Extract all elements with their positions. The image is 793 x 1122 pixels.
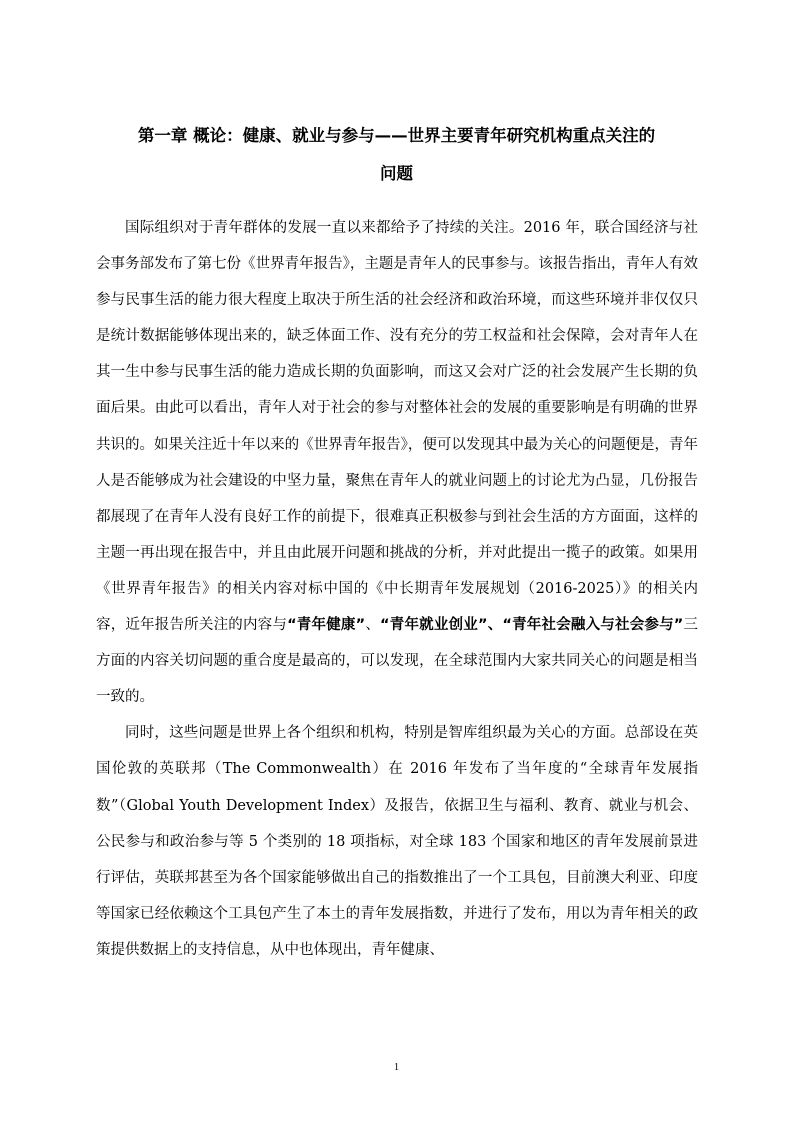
paragraph-1-conclusion: 三方面的内容关切问题的重合度是最高的，可以发现，在全球范围内大家共同关心的问题是相当一致的。 [96,617,699,706]
chapter-title-line-2: 问题 [380,164,413,183]
paragraph-1-bold-youth-health: “青年健康” [287,617,366,634]
paragraph-1 [96,210,698,715]
page-number: 1 [394,1062,399,1073]
paragraph-1-separator: 、 [365,617,381,634]
body-text [96,210,698,968]
paragraph-1-text: 国际组织对于青年群体的发展一直以来都给予了持续的关注。2016 年，联合国经济与社会事务部发布了第七份《世界青年报告》，主题是青年人的民事参与。该报告指出，青年人有效参与民事生活的能力很大程度上取决于所生活的社会经济和政治环境，而这些环境并非仅仅只是统计数据能够体现出来的，缺乏体面工作、没有充分的劳工权益和社会保障，会对青年人在其一生中参与民事生活的能力造成长期的负面影响，而这又会对广泛的社会发展产生长期的负面后果。由此可以看出，青年人对于社会的参与对整体社会的发展的重要影响是有明确的世界共识的。如果关注近十年以来的《世界青年报告》，便可以发现其中最为关心的问题便是，青年人是否能够成为社会建设的中坚力量，聚焦在青年人的就业问题上的讨论尤为凸显，几份报告都展现了在青年人没有良好工作的前提下，很难真正积极参与到社会生活的方方面面，这样的主题一再出现在报告中，并且由此展开问题和挑战的分析，并对此提出一揽子的政策。如果用《世界青年报告》的相关内容对标中国的《中长期青年发展规划（2016-2025）》的相关内容，近年报告所关注的内容与 [96,220,698,634]
paragraph-2-text: 同时，这些问题是世界上各个组织和机构，特别是智库组织最为关心的方面。总部设在英国伦敦的英联邦（The Commonwealth）在 2016 年发布了当年度的“全球青年发展指数”（Global Youth Development Index）及报告，依据卫生与福利、教育、就业与机会、公民参与和政治参与等 5 个类别的 18 项指标，对全球 183 个国家和地区的青年发展前景进行评估，英联邦甚至为各个国家能够做出自己的指数推出了一个工具包，目前澳大利亚、印度等国家已经依赖这个工具包产生了本土的青年发展指数，并进行了发布，用以为青年相关的政策提供数据上的支持信息，从中也体现出，青年健康、 [96,725,698,958]
paragraph-2 [96,715,698,968]
chapter-title-line-1: 第一章 概论：健康、就业与参与——世界主要青年研究机构重点关注的 [137,126,656,145]
paragraph-1-bold-employment-participation: “青年就业创业”、“青年社会融入与社会参与” [380,617,684,634]
